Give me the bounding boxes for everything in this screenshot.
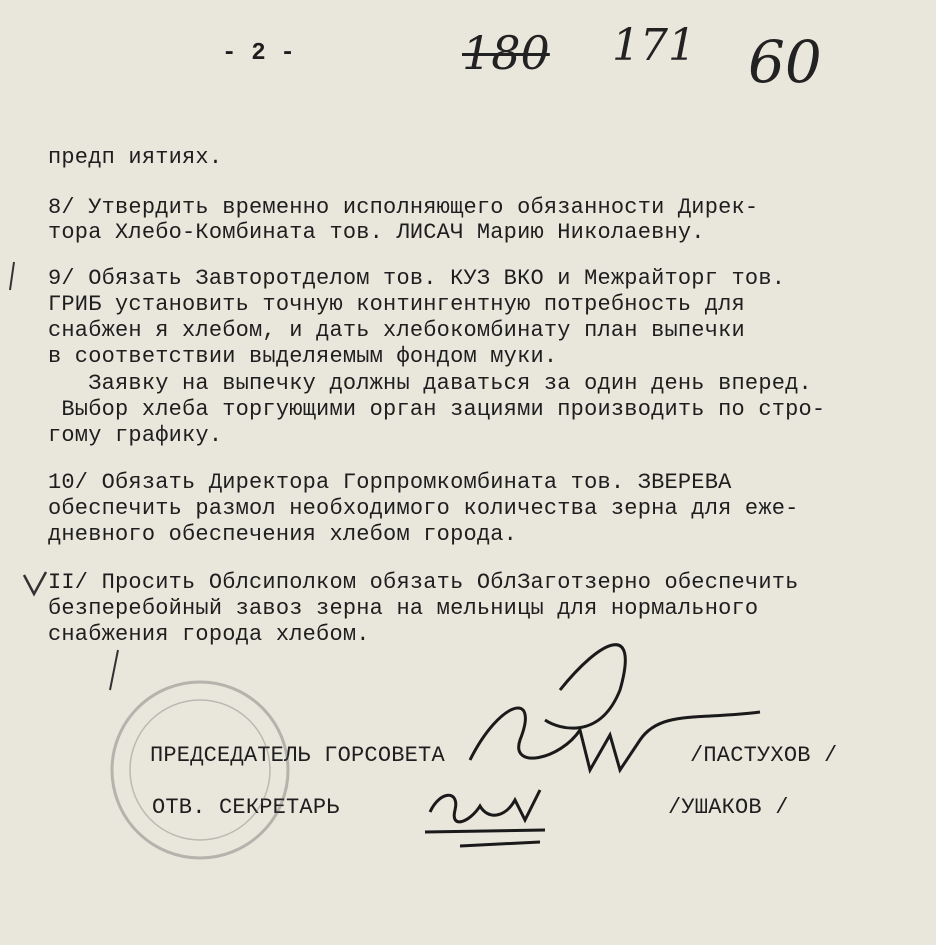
carryover-line: предп иятиях. [48, 145, 223, 170]
item8-line1: 8/ Утвердить временно исполняющего обязанности Дирек- [48, 195, 759, 220]
item9-line3: снабжен я хлебом, и дать хлебокомбинату план выпечки [48, 318, 745, 343]
item10-line1: 10/ Обязать Директора Горпромкомбината тов. ЗВЕРЕВА [48, 470, 732, 495]
item11-line1: II/ Просить Облсиполком обязать ОблЗаготзерно обеспечить [48, 570, 799, 595]
archive-number-struck: 180 [462, 26, 550, 80]
margin-check-mark [24, 572, 46, 594]
archive-number: 171 [612, 20, 696, 71]
item9-line1: 9/ Обязать Завторотделом тов. КУЗ ВКО и Межрайторг тов. [48, 266, 786, 291]
item9-line7: гому графику. [48, 423, 223, 448]
item10-line3: дневного обеспечения хлебом города. [48, 522, 518, 547]
item9-line5: Заявку на выпечку должны даваться за один день вперед. [48, 371, 812, 396]
round-stamp [112, 682, 288, 858]
item9-line4: в соответствии выделяемым фондом муки. [48, 344, 558, 369]
item9-line2: ГРИБ установить точную контингентную потребность для [48, 292, 745, 317]
item10-line2: обеспечить размол необходимого количества зерна для еже- [48, 496, 799, 521]
page-number: - 2 - [222, 40, 296, 67]
secretary-signature [425, 790, 545, 846]
chairman-name: /ПАСТУХОВ / [690, 743, 838, 768]
item8-line2: тора Хлебо-Комбината тов. ЛИСАЧ Марию Николаевну. [48, 220, 705, 245]
item9-line6: Выбор хлеба торгующими орган зациями производить по стро- [48, 397, 826, 422]
sheet-number: 60 [748, 28, 822, 96]
secretary-title: ОТВ. СЕКРЕТАРЬ [152, 795, 340, 820]
chairman-title: ПРЕДСЕДАТЕЛЬ ГОРСОВЕТА [150, 743, 445, 768]
secretary-name: /УШАКОВ / [668, 795, 789, 820]
pen-stroke [110, 650, 118, 690]
margin-tick-mark [10, 262, 14, 290]
item11-line2: безперебойный завоз зерна на мельницы для нормального [48, 596, 759, 621]
chairman-signature [470, 645, 760, 770]
item11-line3: снабжения города хлебом. [48, 622, 370, 647]
